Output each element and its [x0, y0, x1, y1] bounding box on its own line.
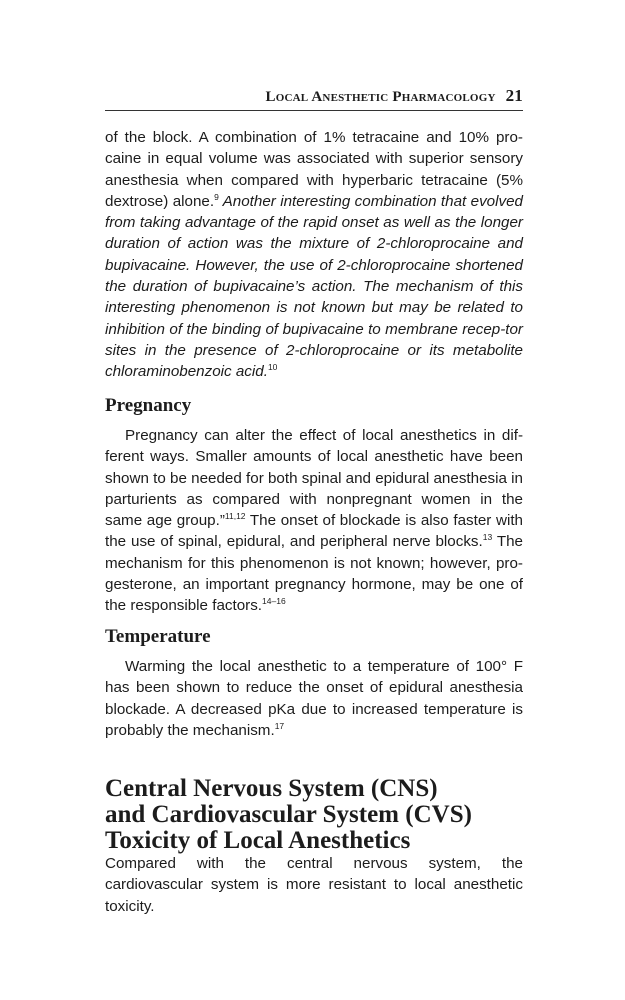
citation-ref: 9: [214, 191, 219, 202]
citation-ref: 11,12: [224, 511, 246, 522]
citation-ref: 13: [482, 532, 493, 543]
section-paragraph-block: [105, 853, 523, 917]
intro-text: of the block. A combination of 1% tetracaine and 10% pro-caine in equal volume was associated with superior sensory anesthesia when compared with hyperbaric tetracaine (5% dextrose) alone.: [105, 129, 523, 210]
intro-italic-text: Another interesting combination that evolved from taking advantage of the rapid onset as well as the longer duration of action was the mixture of 2-chloroprocaine and bupivacaine. However, the use of 2-chloroprocaine shortened the duration of bupivacaine’s action. The mechanism of this interesting phenomenon is not known but may be related to inhibition of the binding of bupivacaine to membrane recep-tor sites in the presence of 2-chloroprocaine or its metabolite chloraminobenzoic acid.: [105, 192, 523, 381]
temperature-paragraph-block: [105, 656, 523, 741]
temperature-paragraph: [105, 656, 523, 741]
citation-ref: 17: [274, 720, 285, 731]
citation-ref: 10: [267, 362, 278, 373]
section-heading: [105, 776, 523, 854]
temperature-text: Warming the local anesthetic to a temperature of 100° F has been shown to reduce the onset of epidural anesthesia blockade. A decreased pKa due to increased temperature is probably the mechanism.: [105, 658, 523, 739]
pregnancy-text: Pregnancy can alter the effect of local anesthetics in dif-ferent ways. Smaller amounts of local anesthetic have been shown to be needed for both spinal and epidural anesthesia in parturients as compared with nonpregnant women in the same age group.”: [105, 427, 523, 530]
citation-ref: 14–16: [262, 596, 286, 607]
heading-pregnancy: Pregnancy: [105, 395, 192, 416]
section-heading-line: and Cardiovascular System (CVS): [105, 801, 472, 828]
section-heading-line: Central Nervous System (CNS): [105, 775, 438, 802]
intro-paragraph-block: [105, 127, 523, 383]
section-heading-line: Toxicity of Local Anesthetics: [105, 827, 411, 854]
heading-temperature: Temperature: [105, 626, 211, 647]
intro-paragraph: [105, 127, 523, 383]
running-head: [105, 86, 523, 111]
running-head-title: Local Anesthetic Pharmacology: [265, 89, 496, 105]
section-paragraph: Compared with the central nervous system, the cardiovascular system is more resistant to local anesthetic toxicity.: [105, 855, 523, 915]
pregnancy-paragraph: [105, 425, 523, 617]
page-number: 21: [505, 86, 523, 105]
pregnancy-text: The mechanism for this phenomenon is not known; however, pro-gesterone, an important pregnancy hormone, may be one of the responsible factors.: [105, 533, 523, 615]
pregnancy-paragraph-block: [105, 425, 523, 617]
pregnancy-text: The onset of blockade is also faster with the use of spinal, epidural, and peripheral nerve blocks.: [105, 512, 523, 551]
